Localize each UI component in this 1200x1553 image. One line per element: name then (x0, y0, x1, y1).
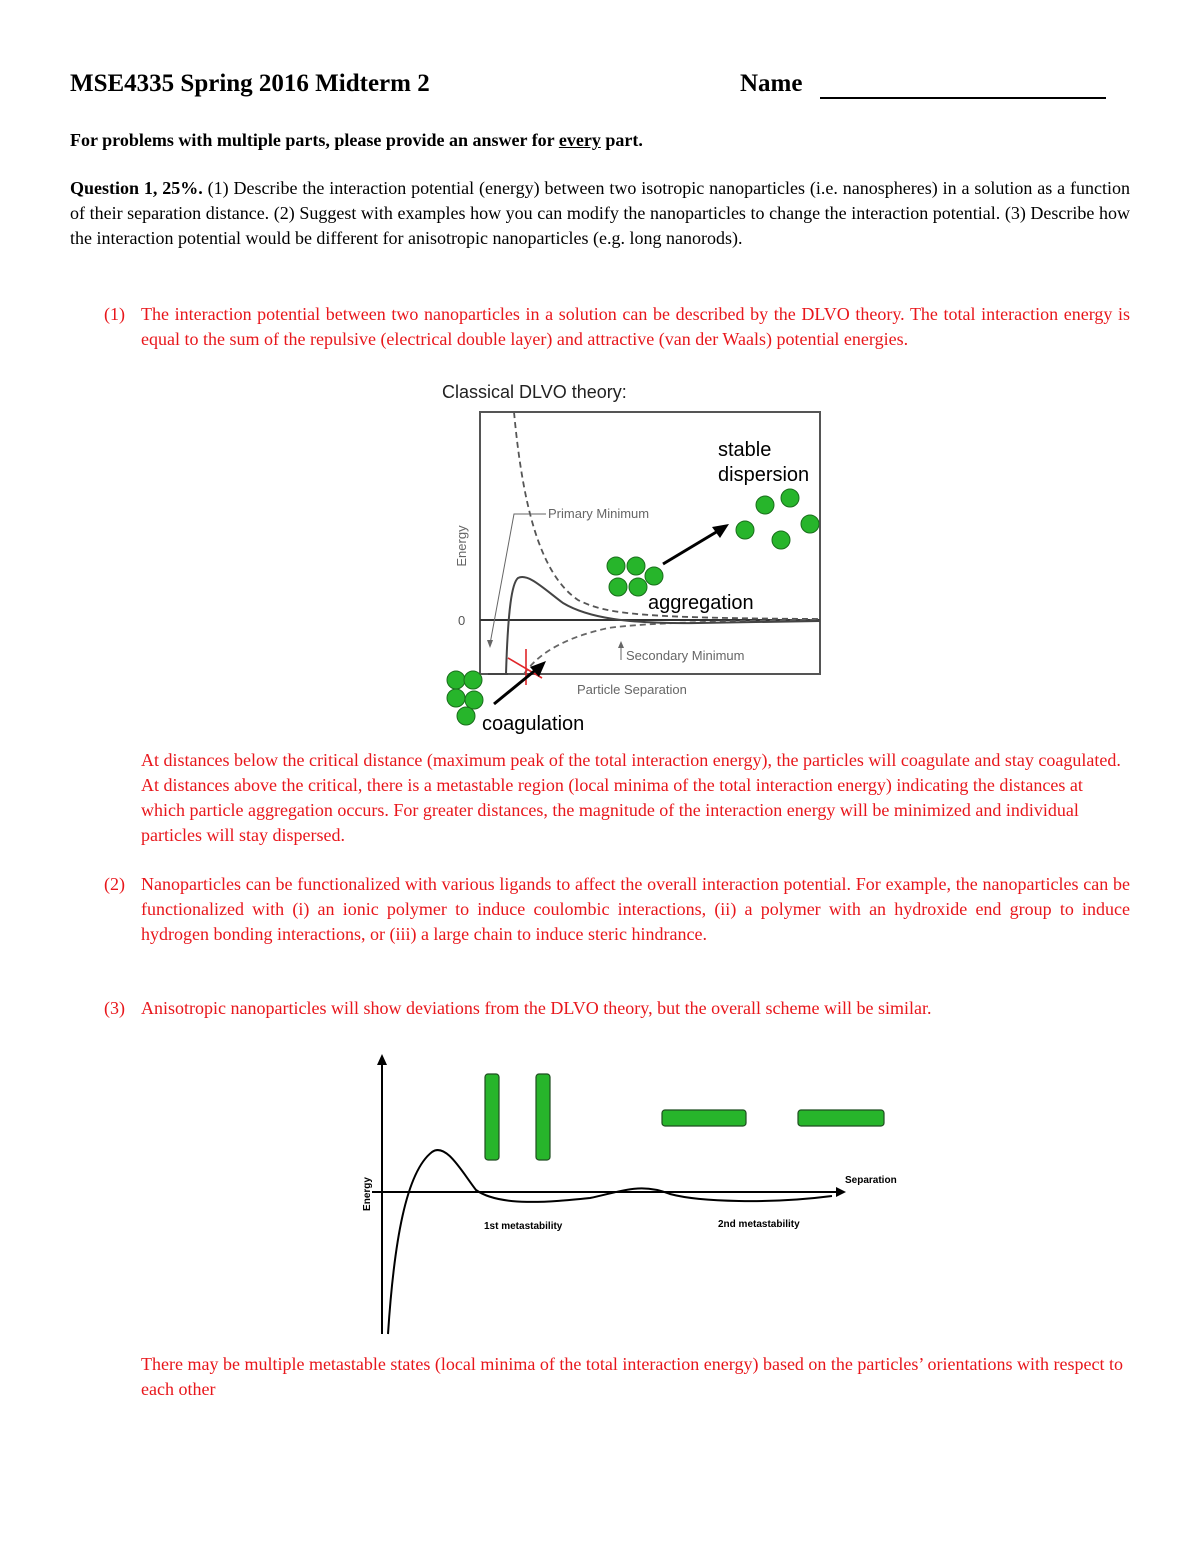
coagulated-particles (447, 671, 483, 725)
aggregation-label: aggregation (648, 592, 754, 614)
nanorod-energy-curve (388, 1150, 832, 1334)
dlvo-x-label: Particle Separation (577, 682, 687, 697)
stable-label-line1: stable (718, 439, 772, 461)
stable-label-line2: dispersion (718, 464, 810, 486)
header (70, 70, 1110, 110)
answer-part-3-number: (3) (104, 998, 125, 1018)
nanorod-y-label: Energy (362, 1177, 373, 1211)
nanorod-horizontal-1 (662, 1110, 746, 1126)
question-1-text: (1) Describe the interaction potential (energy) between two isotropic nanoparticles (i.e. nanospheres) in a solution as a function of their separation distance. (2) Suggest with examples how you can modify the nanoparticles to change the interaction potential. (3) Describe how the interaction potential would be different for anisotropic nanoparticles (e.g. long nanorods). (70, 178, 1130, 248)
second-metastability-label: 2nd metastability (718, 1219, 800, 1230)
primary-min-label: Primary Minimum (548, 506, 650, 521)
instructions-emphasis: every (558, 130, 601, 150)
instructions (70, 130, 643, 151)
first-metastability-label: 1st metastability (484, 1221, 563, 1232)
answer-part-3 (104, 996, 1130, 1021)
nanorod-x-arrowhead (836, 1187, 846, 1197)
secondary-min-label: Secondary Minimum (626, 648, 745, 663)
dlvo-title: Classical DLVO theory: (442, 382, 627, 402)
name-blank-line (820, 97, 1106, 99)
answer-part-1-followup: At distances below the critical distance (maximum peak of the total interaction energy), the particles will coagulate and stay coagulated. At distances above the critical, there is a metastable region (local minima of the total interaction energy) indicating the distances at which particle aggregation occurs. For greater distances, the magnitude of the interaction energy will be minimized and individual particles will stay dispersed. (141, 750, 1121, 845)
answer-part-2-text: Nanoparticles can be functionalized with various ligands to affect the overall interaction potential. For example, the nanoparticles can be functionalized with (i) an ionic polymer to induce coulombic interactions, (ii) a polymer with an hydroxide end group to induce hydrogen bonding interactions, or (iii) a large chain to induce steric hindrance. (141, 874, 1130, 944)
nanorod-horizontal-2 (798, 1110, 884, 1126)
coagulation-label: coagulation (482, 713, 585, 735)
nanorod-vertical-2 (536, 1074, 550, 1160)
dlvo-y-label: Energy (454, 525, 469, 567)
name-label: Name (740, 70, 803, 97)
answer-part-2-number: (2) (104, 874, 125, 894)
instructions-after: part. (600, 130, 643, 150)
answer-part-1 (104, 302, 1130, 352)
nanorod-figure (350, 1052, 910, 1342)
nanorods (485, 1074, 884, 1160)
answer-part-1-text: The interaction potential between two nanoparticles in a solution can be described by the DLVO theory. The total interaction energy is equal to the sum of the repulsive (electrical double layer) and attractive (van der Waals) potential energies. (141, 304, 1130, 349)
question-1-label: Question 1, 25%. (70, 178, 203, 198)
dlvo-zero-label: 0 (458, 613, 466, 628)
answer-part-2 (104, 872, 1130, 947)
exam-title: MSE4335 Spring 2016 Midterm 2 (70, 70, 430, 97)
answer-part-3-text: Anisotropic nanoparticles will show deviations from the DLVO theory, but the overall scheme will be similar. (141, 998, 932, 1018)
nanorod-vertical-1 (485, 1074, 499, 1160)
answer-part-3-followup: There may be multiple metastable states (local minima of the total interaction energy) based on the particles’ orientations with respect to each other (141, 1354, 1124, 1399)
answer-part-1-number: (1) (104, 304, 125, 324)
question-1 (70, 176, 1130, 251)
nanorod-x-label: Separation (845, 1175, 897, 1186)
dlvo-figure (438, 378, 828, 740)
instructions-before: For problems with multiple parts, please provide an answer for (70, 130, 559, 150)
nanorod-y-arrowhead (377, 1054, 387, 1065)
